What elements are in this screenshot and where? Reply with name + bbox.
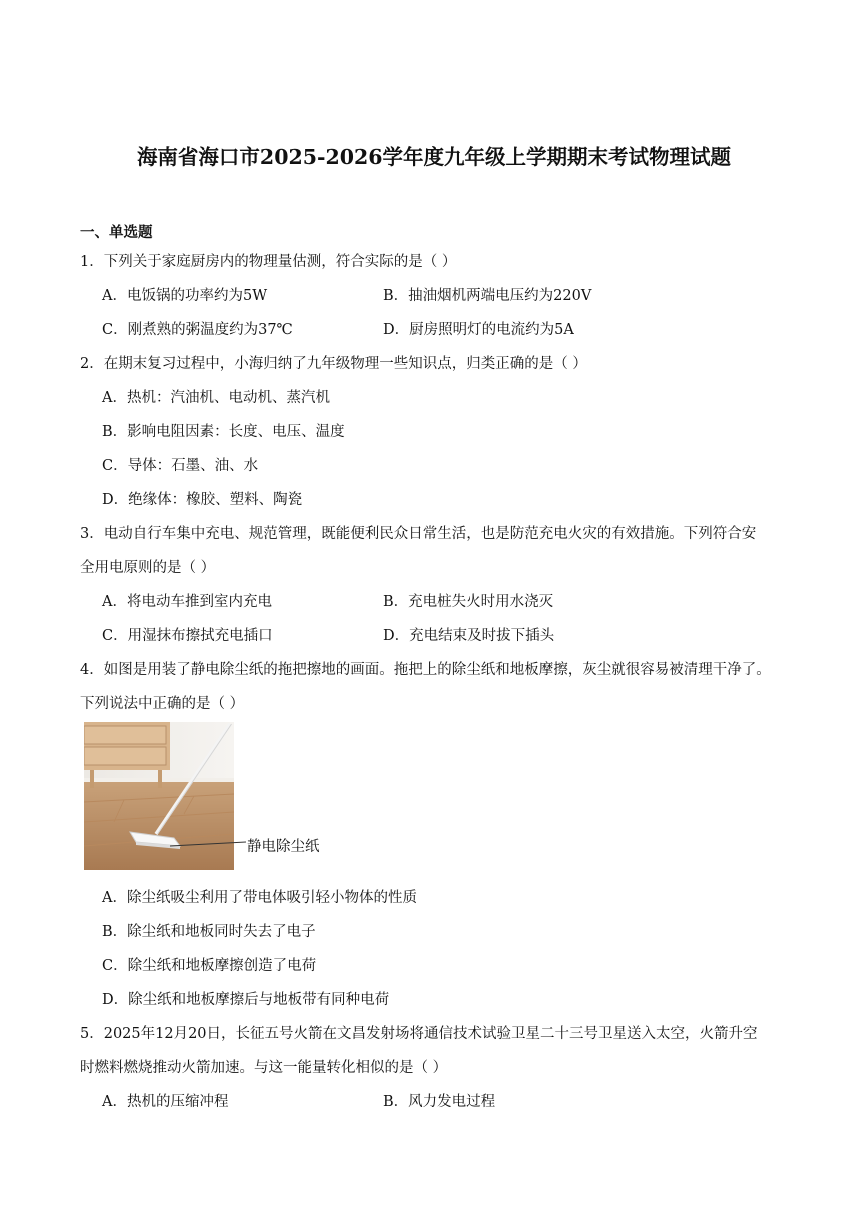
question-4-option-c: C．除尘纸和地板摩擦创造了电荷 bbox=[102, 958, 317, 974]
question-1-option-a: A．电饭锅的功率约为5W bbox=[102, 288, 268, 304]
question-4-stem-line-1: 4．如图是用装了静电除尘纸的拖把擦地的画面。拖把上的除尘纸和地板摩擦，灰尘就很容易被清理干净了。 bbox=[80, 662, 771, 678]
question-3-stem-line-2: 全用电原则的是（ ） bbox=[80, 560, 216, 576]
question-3-option-a: A．将电动车推到室内充电 bbox=[102, 594, 272, 610]
question-2-option-b: B．影响电阻因素：长度、电压、温度 bbox=[102, 424, 345, 440]
question-3-stem-line-1: 3．电动自行车集中充电、规范管理，既能便利民众日常生活，也是防范充电火灾的有效措施。下列符合安 bbox=[80, 526, 757, 542]
question-1-stem: 1．下列关于家庭厨房内的物理量估测，符合实际的是（ ） bbox=[80, 254, 457, 270]
question-3-option-b: B．充电桩失火时用水浇灭 bbox=[383, 594, 554, 610]
question-4-stem-line-2: 下列说法中正确的是（ ） bbox=[80, 696, 245, 712]
question-1-option-b: B．抽油烟机两端电压约为220V bbox=[383, 288, 592, 304]
question-5-stem-line-1: 5．2025年12月20日，长征五号火箭在文昌发射场将通信技术试验卫星二十三号卫星送入太空，火箭升空 bbox=[80, 1026, 758, 1042]
question-2-stem: 2．在期末复习过程中，小海归纳了九年级物理一些知识点，归类正确的是（ ） bbox=[80, 356, 587, 372]
question-4-option-a: A．除尘纸吸尘利用了带电体吸引轻小物体的性质 bbox=[102, 890, 417, 906]
question-5-option-a: A．热机的压缩冲程 bbox=[102, 1094, 229, 1110]
section-heading: 一、单选题 bbox=[80, 224, 153, 241]
question-1-option-d: D．厨房照明灯的电流约为5A bbox=[383, 322, 574, 338]
photo-caption: 静电除尘纸 bbox=[247, 839, 320, 855]
question-2-option-a: A．热机：汽油机、电动机、蒸汽机 bbox=[102, 390, 330, 406]
question-3-option-d: D．充电结束及时拔下插头 bbox=[383, 628, 555, 644]
question-5-option-b: B．风力发电过程 bbox=[383, 1094, 496, 1110]
caption-pointer-line bbox=[170, 838, 250, 850]
question-1-option-c: C．刚煮熟的粥温度约为37℃ bbox=[102, 322, 293, 338]
question-2-option-c: C．导体：石墨、油、水 bbox=[102, 458, 259, 474]
question-4-option-b: B．除尘纸和地板同时失去了电子 bbox=[102, 924, 316, 940]
page-title: 海南省海口市2025-2026学年度九年级上学期期末考试物理试题 bbox=[136, 145, 732, 169]
question-2-option-d: D．绝缘体：橡胶、塑料、陶瓷 bbox=[102, 492, 303, 508]
question-5-stem-line-2: 时燃料燃烧推动火箭加速。与这一能量转化相似的是（ ） bbox=[80, 1060, 448, 1076]
question-3-option-c: C．用湿抹布擦拭充电插口 bbox=[102, 628, 273, 644]
question-4-option-d: D．除尘纸和地板摩擦后与地板带有同种电荷 bbox=[102, 992, 390, 1008]
